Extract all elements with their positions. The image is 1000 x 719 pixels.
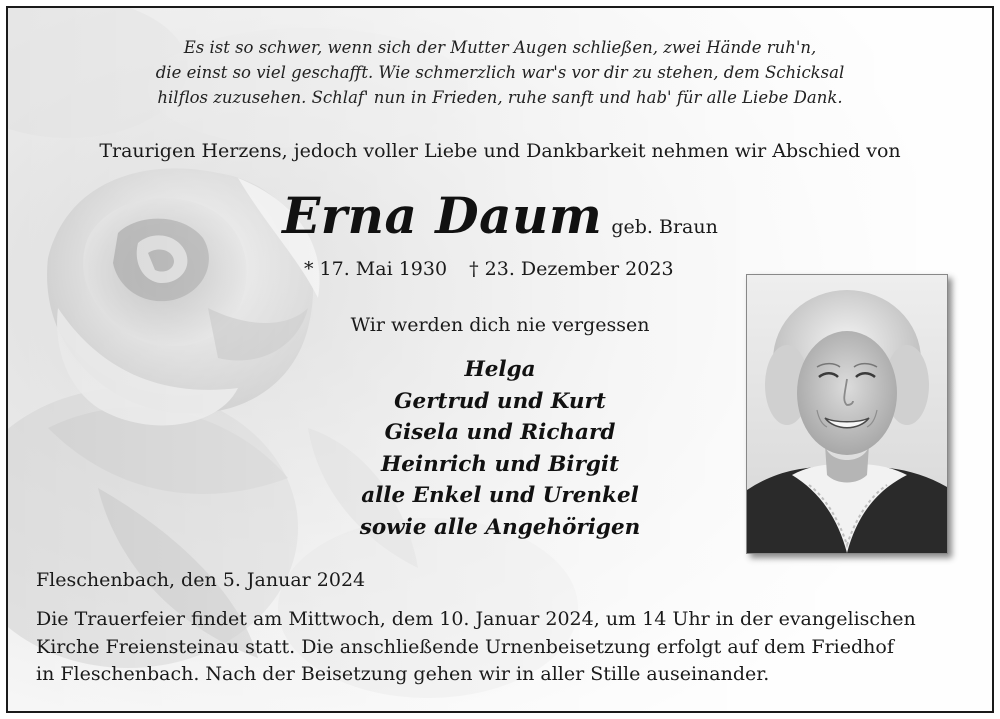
deceased-name: Erna Daum — [282, 186, 603, 245]
service-line: in Fleschenbach. Nach der Beisetzung gehen wir in aller Stille auseinander. — [36, 663, 770, 685]
poem-line: Es ist so schwer, wenn sich der Mutter Augen schließen, zwei Hände ruh'n, — [183, 38, 817, 57]
obituary-content — [8, 8, 992, 711]
poem-line: die einst so viel geschafft. Wie schmerzlich war's vor dir zu stehen, dem Schicksal — [155, 63, 845, 82]
mourner-entry: Helga — [464, 357, 536, 382]
mourner-entry: Gertrud und Kurt — [394, 388, 606, 414]
poem-line: hilflos zuzusehen. Schlaf' nun in Frieden, ruhe sanft und hab' für alle Liebe Dank. — [157, 88, 843, 107]
death-date: † 23. Dezember 2023 — [469, 258, 674, 280]
mourner-entry: sowie alle Angehörigen — [359, 514, 641, 540]
mourner-entry: alle Enkel und Urenkel — [361, 483, 639, 508]
maiden-name: geb. Braun — [611, 216, 718, 238]
service-line: Die Trauerfeier findet am Mittwoch, dem 10. Januar 2024, um 14 Uhr in der evangelischen — [36, 608, 916, 630]
mourner-entry: Gisela und Richard — [384, 420, 616, 445]
motto-text: Wir werden dich nie vergessen — [350, 314, 650, 336]
deceased-name-row — [8, 186, 992, 245]
life-dates — [304, 258, 704, 280]
mourner-entry: Heinrich und Birgit — [380, 451, 620, 477]
poem — [8, 35, 992, 110]
obituary-frame — [6, 6, 994, 713]
portrait-illustration — [747, 275, 947, 553]
intro-text: Traurigen Herzens, jedoch voller Liebe und Dankbarkeit nehmen wir Abschied von — [99, 140, 901, 162]
service-info — [36, 606, 976, 689]
place-date: Fleschenbach, den 5. Januar 2024 — [36, 569, 366, 591]
birth-date: * 17. Mai 1930 — [304, 258, 448, 280]
service-line: Kirche Freiensteinau statt. Die anschließende Urnenbeisetzung erfolgt auf dem Friedhof — [36, 635, 894, 658]
portrait-photo — [746, 274, 948, 554]
